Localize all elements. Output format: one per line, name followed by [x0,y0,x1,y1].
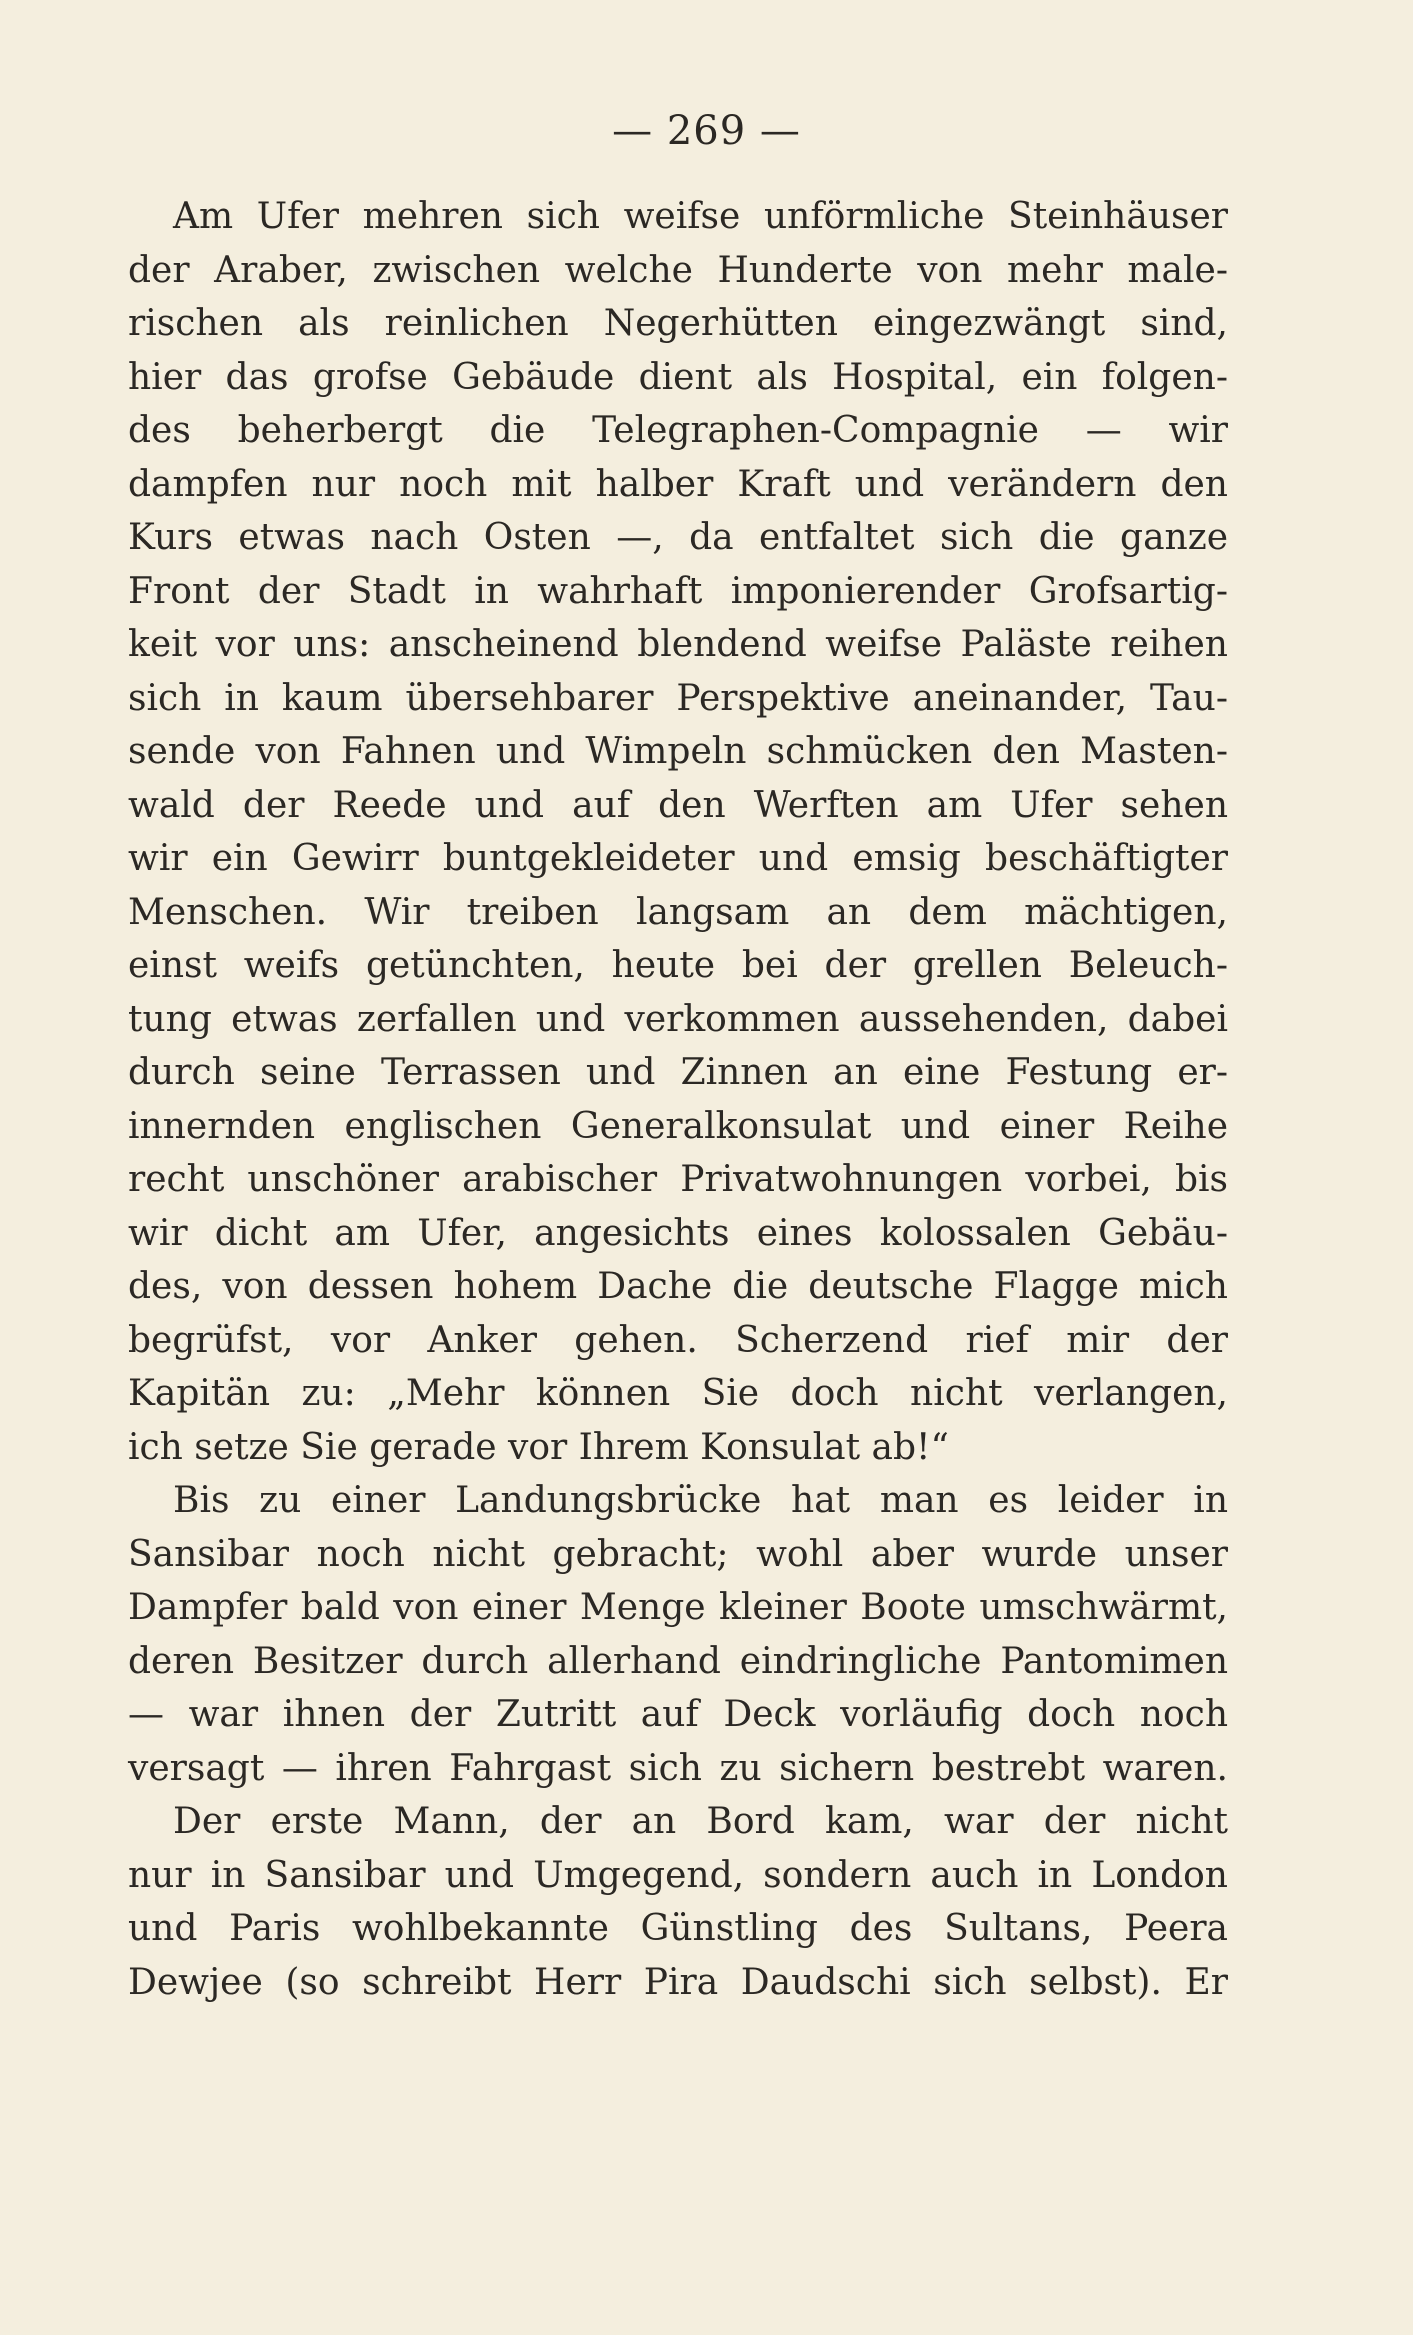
text-line: recht unschöner arabischer Privatwohnungen vorbei, bis [128,1159,1228,1200]
text-line: durch seine Terrassen und Zinnen an eine Festung er- [128,1052,1228,1093]
text-line: Menschen. Wir treiben langsam an dem mächtigen, [128,891,1228,933]
text-line: begrüfst, vor Anker gehen. Scherzend rief mir der [128,1319,1228,1361]
page-number: — 269 — [612,108,801,154]
text-line: tung etwas zerfallen und verkommen aussehenden, dabei [128,998,1228,1040]
text-line: keit vor uns: anscheinend blendend weifse Paläste reihen [128,624,1228,665]
text-line: Am Ufer mehren sich weifse unförmliche Steinhäuser [173,196,1228,237]
text-line: ich setze Sie gerade vor Ihrem Konsulat ab!“ [128,1426,949,1468]
text-line: Kapitän zu: „Mehr können Sie doch nicht verlangen, [128,1373,1228,1414]
text-line: und Paris wohlbekannte Günstling des Sultans, Peera [128,1908,1228,1949]
text-line: rischen als reinlichen Negerhütten eingezwängt sind, [128,303,1228,344]
text-line: dampfen nur noch mit halber Kraft und verändern den [128,463,1228,505]
text-line: innernden englischen Generalkonsulat und einer Reihe [128,1105,1228,1147]
text-line: einst weifs getünchten, heute bei der grellen Beleuch- [128,945,1228,986]
text-line: nur in Sansibar und Umgegend, sondern auch in London [128,1854,1228,1896]
text-line: hier das grofse Gebäude dient als Hospital, ein folgen- [128,356,1228,398]
text-line: des, von dessen hohem Dache die deutsche Flagge mich [128,1266,1228,1307]
text-line: Dampfer bald von einer Menge kleiner Boote umschwärmt, [128,1587,1228,1628]
text-line: versagt — ihren Fahrgast sich zu sichern bestrebt waren. [128,1747,1228,1789]
text-line: Kurs etwas nach Osten —, da entfaltet sich die ganze [128,517,1228,558]
text-line: wir dicht am Ufer, angesichts eines kolossalen Gebäu- [128,1212,1228,1254]
text-line: deren Besitzer durch allerhand eindringliche Pantomimen [128,1640,1228,1682]
text-line: Sansibar noch nicht gebracht; wohl aber wurde unser [128,1533,1228,1575]
text-line: sich in kaum übersehbarer Perspektive aneinander, Tau- [128,677,1228,719]
text-line: wald der Reede und auf den Werften am Ufer sehen [128,784,1228,826]
text-line: Bis zu einer Landungsbrücke hat man es leider in [173,1480,1228,1521]
text-line: Front der Stadt in wahrhaft imponierender Grofsartig- [128,570,1228,612]
text-line: Der erste Mann, der an Bord kam, war der nicht [173,1801,1228,1842]
text-line: der Araber, zwischen welche Hunderte von mehr male- [128,249,1228,291]
body-text [128,190,1228,2009]
text-line: Dewjee (so schreibt Herr Pira Daudschi sich selbst). Er [128,1961,1228,2003]
text-line: sende von Fahnen und Wimpeln schmücken den Masten- [128,731,1228,772]
text-line: — war ihnen der Zutritt auf Deck vorläufig doch noch [128,1694,1228,1735]
text-line: des beherbergt die Telegraphen-Compagnie — wir [128,410,1228,451]
text-line: wir ein Gewirr buntgekleideter und emsig beschäftigter [128,838,1228,879]
